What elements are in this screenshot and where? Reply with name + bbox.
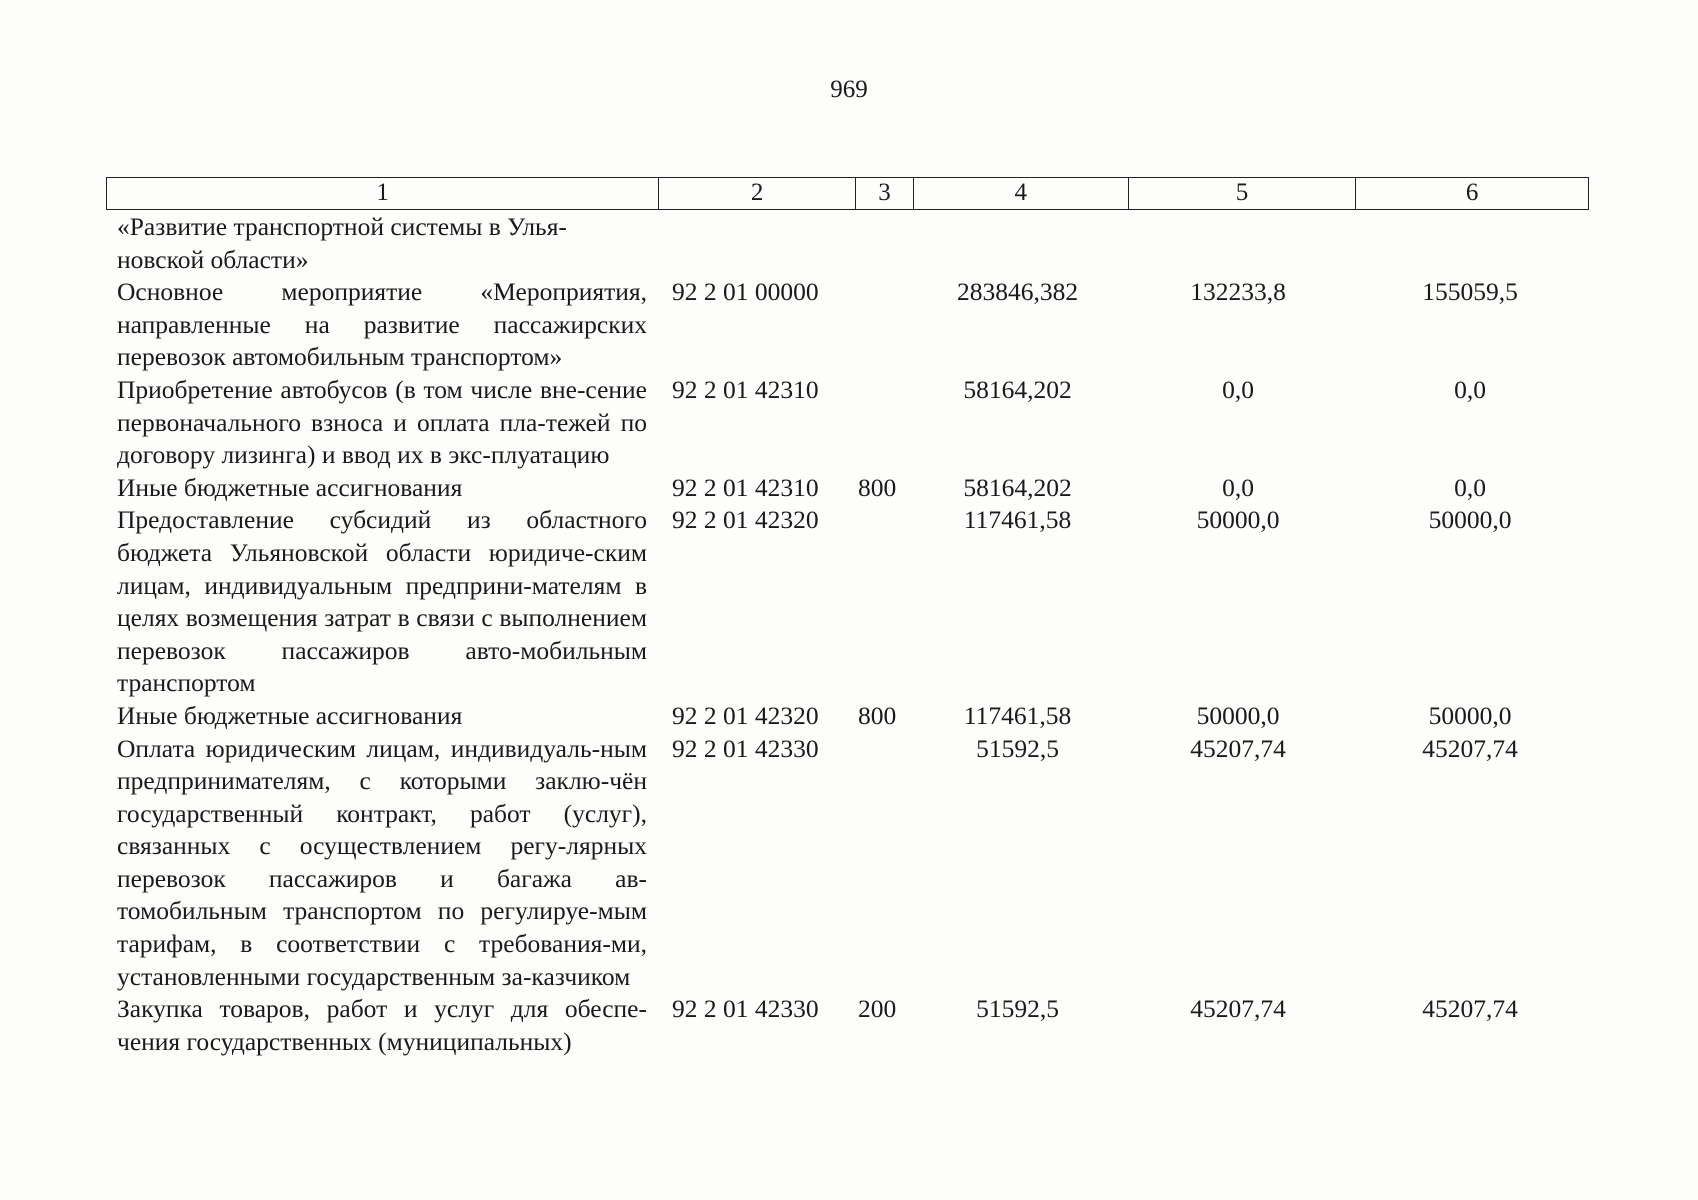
row-value-4: 58164,202	[963, 374, 1072, 404]
row-kvr: 800	[858, 472, 897, 502]
row-value-6: 45207,74	[1422, 733, 1518, 763]
row-kvr: 200	[858, 994, 897, 1024]
row-name: Оплата юридическим лицам, индивидуаль-ным предпринимателям, с которыми заклю-чён государственный контракт, работ (услуг), связанных с осуществлением регу-лярных перевозок пассажиров и багажа ав-томобильным транспортом по регулируе-мым тарифам, в соответствии с требования-ми, установленными государственным за-казчиком	[117, 733, 647, 991]
row-name: Приобретение автобусов (в том числе вне-сение первоначального взноса и оплата пла-тежей по договору лизинга) и ввод их в экс-плуатацию	[117, 374, 647, 470]
row-value-6: 0,0	[1454, 374, 1486, 404]
table-row	[0, 211, 1698, 276]
row-code: 92 2 01 42310	[672, 374, 819, 404]
row-code: 92 2 01 00000	[672, 277, 819, 307]
row-value-4: 117461,58	[963, 700, 1072, 730]
row-value-5: 50000,0	[1196, 700, 1280, 730]
table-row	[0, 276, 1698, 374]
row-value-6: 50000,0	[1428, 505, 1512, 535]
row-code: 92 2 01 42320	[672, 700, 819, 730]
row-value-5: 45207,74	[1190, 733, 1286, 763]
table-row	[0, 374, 1698, 472]
row-value-5: 132233,8	[1190, 277, 1286, 307]
row-value-5: 0,0	[1222, 374, 1254, 404]
row-name: Закупка товаров, работ и услуг для обеспе-чения государственных (муниципальных)	[117, 994, 647, 1056]
row-value-4: 51592,5	[976, 994, 1059, 1024]
page-number: 969	[830, 76, 868, 103]
row-name: Основное мероприятие «Мероприятия, направленные на развитие пассажирских перевозок автомобильным транспортом»	[117, 277, 647, 372]
row-value-5: 45207,74	[1190, 994, 1286, 1024]
row-value-6: 0,0	[1454, 472, 1486, 502]
row-code: 92 2 01 42330	[672, 994, 819, 1024]
row-code: 92 2 01 42330	[672, 733, 819, 763]
row-value-4: 51592,5	[976, 733, 1059, 763]
row-name: Иные бюджетные ассигнования	[117, 472, 463, 502]
table-row	[0, 504, 1698, 700]
row-code: 92 2 01 42310	[672, 472, 819, 502]
table-body	[0, 211, 1698, 1058]
table-row	[0, 700, 1698, 733]
header-col-5: 5	[1129, 178, 1357, 209]
row-code: 92 2 01 42320	[672, 505, 819, 535]
row-value-4: 58164,202	[963, 472, 1072, 502]
row-kvr: 800	[858, 700, 897, 730]
header-col-4: 4	[914, 178, 1129, 209]
header-col-2: 2	[659, 178, 856, 209]
table-header	[106, 177, 1589, 210]
row-value-4: 117461,58	[963, 505, 1072, 535]
header-col-1: 1	[107, 178, 659, 209]
header-col-6: 6	[1465, 179, 1479, 206]
row-name: Предоставление субсидий из областного бюджета Ульяновской области юридиче-ским лицам, индивидуальным предприни-мателям в целях возмещения затрат в связи с выполнением перевозок пассажиров авто-мобильным транспортом	[117, 505, 647, 698]
row-name: Иные бюджетные ассигнования	[117, 700, 463, 730]
row-value-6: 155059,5	[1422, 277, 1518, 307]
row-value-5: 50000,0	[1196, 505, 1280, 535]
table-row	[0, 993, 1698, 1058]
row-value-4: 283846,382	[956, 277, 1079, 307]
row-name: «Развитие транспортной системы в Улья- новской области»	[117, 212, 567, 274]
header-col-3: 3	[856, 178, 914, 209]
table-row	[0, 472, 1698, 505]
table-row	[0, 733, 1698, 994]
row-value-6: 45207,74	[1422, 994, 1518, 1024]
row-value-6: 50000,0	[1428, 700, 1512, 730]
row-value-5: 0,0	[1222, 472, 1254, 502]
